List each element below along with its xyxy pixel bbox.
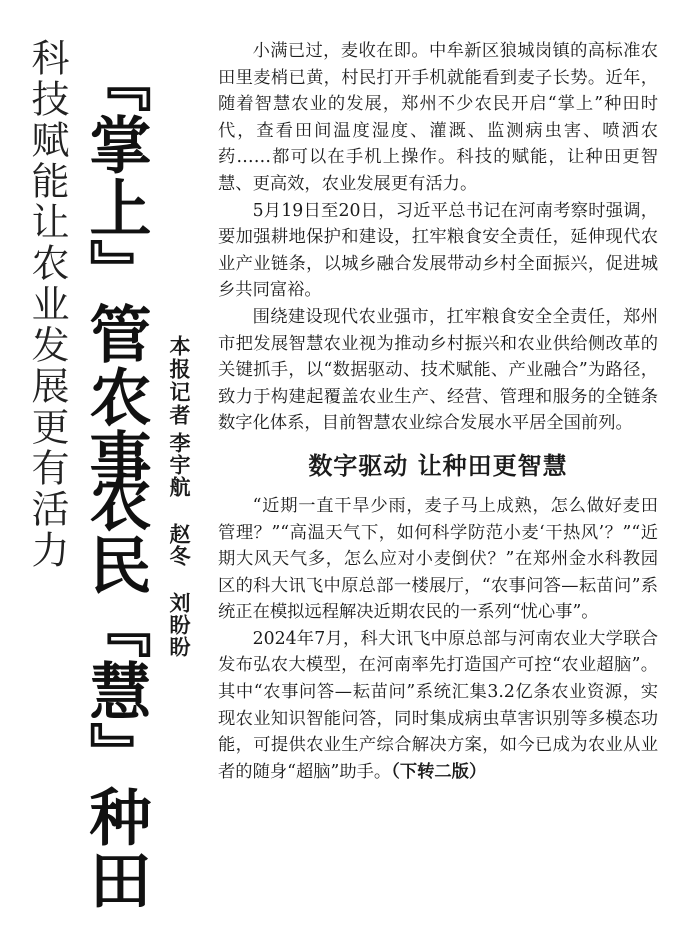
body-paragraph: 围绕建设现代农业强市，扛牢粮食安全全责任，郑州市把发展智慧农业视为推动乡村振兴和农业供给侧改革的关键抓手，以“数据驱动、技术赋能、产业融合”为路径，致力于构建起覆盖农业生产、经营、管理和服务的全链条数字化体系，目前智慧农业综合发展水平居全国前列。	[218, 306, 658, 434]
byline-role: 本报记者	[167, 335, 191, 427]
body-paragraph	[218, 626, 658, 786]
continued-note: （下转二版）	[391, 761, 487, 782]
body-paragraph: 小满已过，麦收在即。中牟新区狼城岗镇的高标准农田里麦梢已黄，村民打开手机就能看到麦子长势。近年，随着智慧农业的发展，郑州不少农民开启“掌上”种田时代，查看田间温度湿度、灌溉、监测病虫害、喷洒农药……都可以在手机上操作。科技的赋能，让种田更智慧、更高效，农业发展更有活力。	[218, 41, 658, 194]
byline-names: 李宇航 赵冬 刘盼盼	[167, 432, 191, 658]
headline-part-1: 『掌上』管农事	[79, 50, 152, 491]
body-paragraph: 5月19日至20日，习近平总书记在河南考察时强调，要加强耕地保护和建设，扛牢粮食安全责任，延伸现代农业产业链条，以城乡融合发展带动乡村全面振兴，促进城乡共同富裕。	[218, 200, 658, 301]
body-paragraph-text: 2024年7月，科大讯飞中原总部与河南农业大学联合发布弘农大模型，在河南率先打造国产可控“农业超脑”。其中“农事问答—耘苗问”系统汇集3.2亿条农业资源，实现农业知识智能问答，同时集成病虫草害识别等多模态功能，可提供农业生产综合解决方案，如今已成为农业从业者的随身“超脑”助手。	[218, 628, 658, 782]
article-subtitle: 科技赋能让农业发展更有活力	[25, 38, 69, 571]
headline-part-2: 农民『慧』种田	[79, 470, 152, 911]
body-paragraph: “近期一直干旱少雨，麦子马上成熟，怎么做好麦田管理？”“高温天气下，如何科学防范小麦‘干热风’？”“近期大风天气多，怎么应对小麦倒伏？”在郑州金水科教园区的科大讯飞中原总部一楼展厅，“农事问答—耘苗问”系统正在模拟远程解决近期农民的一系列“忧心事”。	[218, 495, 658, 623]
section-heading: 数字驱动 让种田更智慧	[308, 451, 568, 480]
article-body	[218, 38, 658, 785]
